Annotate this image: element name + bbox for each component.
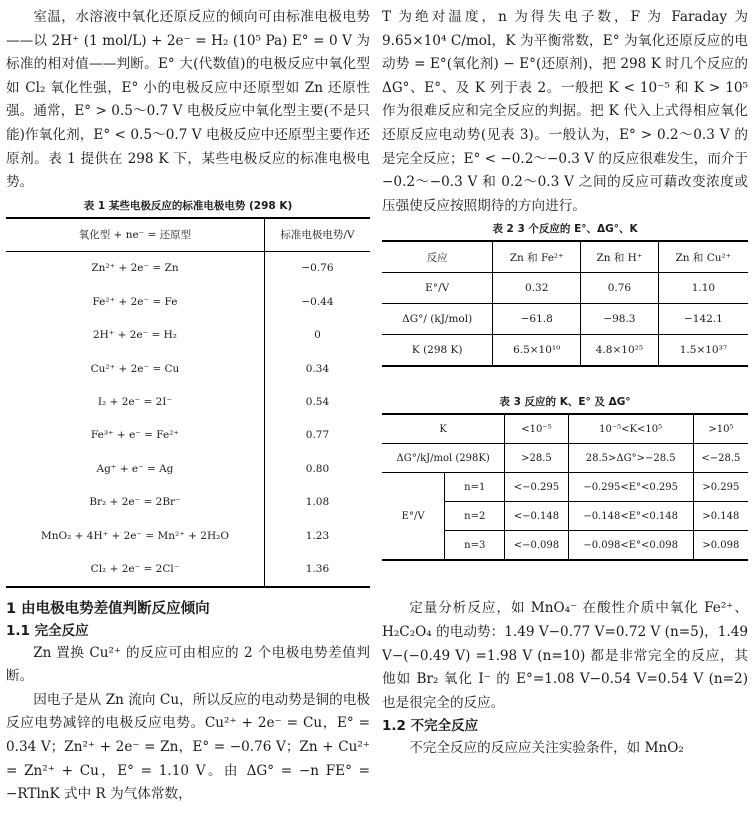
table2-cell: 1.5×10³⁷	[658, 335, 748, 367]
table2-cell: 1.10	[658, 273, 748, 304]
right-column	[382, 6, 748, 761]
table3-cell: >0.148	[693, 502, 748, 531]
table1-standard-potentials	[6, 217, 370, 588]
table3-cell: <−28.5	[693, 444, 748, 473]
table1-header-potential: 标准电极电势/V	[264, 218, 370, 252]
table1-cell: 0.54	[305, 396, 330, 408]
table2-header-zn-cu: Zn 和 Cu²⁺	[658, 241, 748, 273]
table3-cell: <−0.148	[505, 502, 568, 531]
paragraph-quantitative: 定量分析反应，如 MnO₄⁻ 在酸性介质中氧化 Fe²⁺、H₂C₂O₄ 的电动势：1.49 V−0.77 V=0.72 V (n=5)，1.49 V−(−0.49 V) =1.98 V (n=10) 都是非常完全的反应，其他如 Br₂ 氧化 I⁻ 的 E°=1.08 V−0.54 V=0.54 V (n=2) 也是很完全的反应。	[382, 600, 748, 711]
table-row	[382, 335, 748, 367]
table-row	[382, 273, 748, 304]
left-column	[6, 6, 370, 807]
table-row	[382, 304, 748, 335]
table-row	[6, 419, 370, 452]
table3-k-label: K	[382, 414, 505, 444]
table1-cell: I₂ + 2e⁻ = 2I⁻	[6, 385, 264, 418]
table3-caption: 表 3 反应的 K、E° 及 ΔG°	[499, 396, 631, 409]
table2-cell: 0.76	[581, 273, 659, 304]
table-row	[382, 473, 748, 502]
table3-criteria	[382, 413, 748, 561]
table1-cell: Br₂ + 2e⁻ = 2Br⁻	[6, 485, 264, 518]
table-row	[6, 485, 370, 518]
paragraph-zn-cu: Zn 置换 Cu²⁺ 的反应可由相应的 2 个电极电势差值判断。	[6, 644, 370, 685]
table1-header-reaction: 氧化型 + ne⁻ = 还原型	[6, 218, 264, 252]
table2-cell: −61.8	[493, 304, 581, 335]
table-row	[382, 444, 748, 473]
table2-cell: ΔG°/ (kJ/mol)	[382, 304, 493, 335]
table-row	[6, 352, 370, 385]
table2-cell: 4.8×10²⁵	[581, 335, 659, 367]
table2-reactions	[382, 240, 748, 367]
table-row	[6, 552, 370, 586]
table1-cell: 0.80	[305, 462, 330, 475]
table-row	[6, 251, 370, 285]
section-1-2-heading: 1.2 不完全反应	[382, 718, 479, 735]
table3-cell: −0.295<E°<0.295	[568, 473, 693, 502]
table-row	[6, 319, 370, 352]
table2-header-reaction: 反应	[382, 241, 493, 273]
table1-cell: 0.77	[305, 429, 330, 442]
table3-k-header: >10⁵	[693, 414, 748, 444]
table1-cell: 1.36	[305, 562, 330, 575]
table3-k-header: 10⁻⁵<K<10⁵	[568, 414, 693, 444]
table1-cell: 0.34	[305, 362, 330, 375]
table3-cell: −0.098<E°<0.098	[568, 531, 693, 561]
table2-cell: −142.1	[658, 304, 748, 335]
table1-cell: 0	[314, 329, 321, 342]
table2-header-zn-fe: Zn 和 Fe²⁺	[493, 241, 581, 273]
table3-cell: 28.5>ΔG°>−28.5	[568, 444, 693, 473]
table2-cell: K (298 K)	[382, 335, 493, 367]
table-row	[6, 519, 370, 552]
table1-cell: −0.44	[301, 295, 334, 308]
table1-cell: Fe²⁺ + 2e⁻ = Fe	[6, 285, 264, 318]
table1-cell: 1.08	[305, 496, 330, 509]
intro-paragraph-left: 室温，水溶液中氧化还原反应的倾向可由标准电极电势——以 2H⁺ (1 mol/L) + 2e⁻ = H₂ (10⁵ Pa) E° = 0 V 为标准的相对值——判断。E° 大(代数值)的电极反应中氧化型如 Cl₂ 氧化性强，E° 小的电极反应中还原型如 Zn 还原性强。通常，E° > 0.5～0.7 V 电极反应中氧化型主要(不是只能)作氧化剂，E° < 0.5～0.7 V 电极反应中还原型主要作还原剂。表 1 提供在 298 K 下，某些电极反应的标准电极电势。	[6, 9, 370, 191]
section-1-1-heading: 1.1 完全反应	[6, 622, 89, 639]
table2-cell: 0.32	[493, 273, 581, 304]
table2-cell: −98.3	[581, 304, 659, 335]
paragraph-emf: 因电子是从 Zn 流向 Cu，所以反应的电动势是铜的电极反应电势减锌的电极反应电势。Cu²⁺ + 2e⁻ = Cu，E° = 0.34 V；Zn²⁺ + 2e⁻ = Zn，E° = −0.76 V；Zn + Cu²⁺ = Zn²⁺ + Cu，E° = 1.10 V。由 ΔG° = −n FE° = −RTlnK 式中 R 为气体常数，	[6, 691, 370, 803]
table3-cell: −0.148<E°<0.148	[568, 502, 693, 531]
table3-cell: >28.5	[505, 444, 568, 473]
table2-cell: 6.5×10¹⁰	[493, 335, 581, 367]
paragraph-incomplete: 不完全反应的反应应关注实验条件，如 MnO₂	[409, 740, 684, 757]
table1-cell: 2H⁺ + 2e⁻ = H₂	[6, 319, 264, 352]
table-row	[6, 285, 370, 318]
table-row	[6, 385, 370, 418]
section-1-heading: 1 由电极电势差值判断反应倾向	[6, 600, 210, 617]
table2-cell: E°/V	[382, 273, 493, 304]
table3-n-cell: n=1	[445, 473, 505, 502]
table3-n-cell: n=2	[445, 502, 505, 531]
table3-cell: <−0.295	[505, 473, 568, 502]
table1-cell: Fe³⁺ + e⁻ = Fe²⁺	[6, 419, 264, 452]
table1-cell: Ag⁺ + e⁻ = Ag	[6, 452, 264, 485]
table1-caption: 表 1 某些电极反应的标准电极电势 (298 K)	[83, 199, 293, 212]
table1-cell: Cl₂ + 2e⁻ = 2Cl⁻	[6, 552, 264, 586]
table3-k-header: <10⁻⁵	[505, 414, 568, 444]
table1-cell: MnO₂ + 4H⁺ + 2e⁻ = Mn²⁺ + 2H₂O	[6, 519, 264, 552]
table1-cell: 1.23	[305, 529, 330, 542]
intro-paragraph-right: T 为绝对温度，n 为得失电子数，F 为 Faraday 为 9.65×10⁴ C/mol，K 为平衡常数，E° 为氧化还原反应的电动势 = E°(氧化剂) − E°(还原剂)，把 298 K 时几个反应的 ΔG°、E°、及 K 列于表 2。一般把 K < 10⁻⁵ 和 K > 10⁵ 作为很难反应和完全反应的判据。把 K 代入上式得相应氧化还原反应电动势(见表 3)。一般认为，E° > 0.2～0.3 V 的是完全反应；E° < −0.2～−0.3 V 的反应很难发生，而介于 −0.2～−0.3 V 和 0.2～0.3 V 之间的反应可藉改变浓度或压强使反应按照期待的方向进行。	[382, 9, 748, 214]
table2-header-zn-h: Zn 和 H⁺	[581, 241, 659, 273]
table3-cell: >0.098	[693, 531, 748, 561]
table3-cell: <−0.098	[505, 531, 568, 561]
table-row	[6, 452, 370, 485]
table3-e-label: E°/V	[382, 473, 445, 561]
table3-n-cell: n=3	[445, 531, 505, 561]
table3-cell: >0.295	[693, 473, 748, 502]
table1-cell: Zn²⁺ + 2e⁻ = Zn	[6, 251, 264, 285]
table1-cell: Cu²⁺ + 2e⁻ = Cu	[6, 352, 264, 385]
table1-cell: −0.76	[301, 262, 334, 275]
table3-dg-label: ΔG°/kJ/mol (298K)	[382, 444, 505, 473]
table2-caption: 表 2 3 个反应的 E°、ΔG°、K	[492, 223, 638, 236]
